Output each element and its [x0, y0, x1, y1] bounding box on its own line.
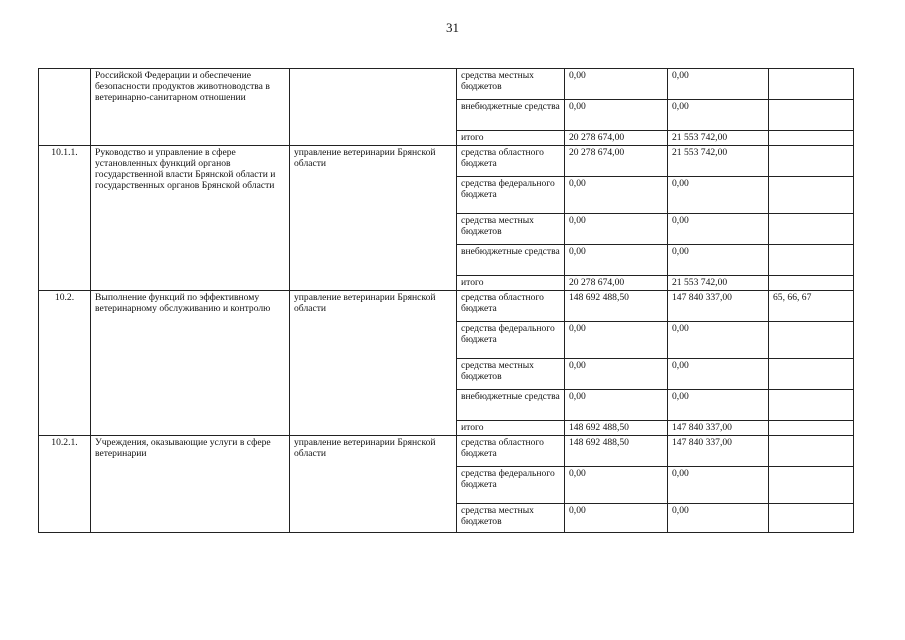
amount-year-2: 147 840 337,00: [668, 421, 769, 436]
amount-year-2: 21 553 742,00: [668, 146, 769, 177]
amount-year-1: 0,00: [565, 504, 668, 533]
amount-year-1: 0,00: [565, 100, 668, 131]
indicator-cell: [769, 177, 854, 214]
indicator-cell: [769, 245, 854, 276]
amount-year-2: 0,00: [668, 467, 769, 504]
amount-year-2: 0,00: [668, 322, 769, 359]
section-number: [39, 69, 91, 146]
funding-source: средства местных бюджетов: [457, 504, 565, 533]
amount-year-1: 148 692 488,50: [565, 291, 668, 322]
budget-table: [38, 68, 854, 533]
funding-source: средства местных бюджетов: [457, 214, 565, 245]
amount-year-2: 0,00: [668, 504, 769, 533]
indicator-cell: [769, 322, 854, 359]
amount-year-2: 147 840 337,00: [668, 436, 769, 467]
amount-year-1: 0,00: [565, 467, 668, 504]
amount-year-2: 21 553 742,00: [668, 131, 769, 146]
indicator-cell: [769, 100, 854, 131]
funding-source: итого: [457, 131, 565, 146]
section-name: Российской Федерации и обеспечение безопасности продуктов животноводства в ветеринарно-санитарном отношении: [91, 69, 290, 146]
amount-year-1: 20 278 674,00: [565, 131, 668, 146]
funding-source: средства федерального бюджета: [457, 177, 565, 214]
section-name: Выполнение функций по эффективному ветеринарному обслуживанию и контролю: [91, 291, 290, 436]
funding-source: внебюджетные средства: [457, 390, 565, 421]
indicator-cell: [769, 467, 854, 504]
amount-year-1: 148 692 488,50: [565, 421, 668, 436]
amount-year-2: 0,00: [668, 177, 769, 214]
indicator-cell: [769, 359, 854, 390]
indicator-cell: [769, 131, 854, 146]
section-name: Руководство и управление в сфере установленных функций органов государственной власти Брянской области и государственных органов Брянской области: [91, 146, 290, 291]
section-executor: управление ветеринарии Брянской области: [290, 436, 457, 533]
amount-year-2: 0,00: [668, 390, 769, 421]
funding-source: итого: [457, 421, 565, 436]
amount-year-2: 0,00: [668, 100, 769, 131]
section-number: 10.2.1.: [39, 436, 91, 533]
section-number: 10.2.: [39, 291, 91, 436]
section-executor: управление ветеринарии Брянской области: [290, 291, 457, 436]
amount-year-1: 0,00: [565, 390, 668, 421]
funding-source: средства местных бюджетов: [457, 69, 565, 100]
funding-source: средства областного бюджета: [457, 436, 565, 467]
funding-source: внебюджетные средства: [457, 100, 565, 131]
table-row: [39, 291, 854, 322]
section-name: Учреждения, оказывающие услуги в сфере ветеринарии: [91, 436, 290, 533]
amount-year-2: 147 840 337,00: [668, 291, 769, 322]
table-row: [39, 146, 854, 177]
indicator-cell: [769, 504, 854, 533]
amount-year-2: 0,00: [668, 245, 769, 276]
amount-year-1: 0,00: [565, 359, 668, 390]
indicator-cell: [769, 436, 854, 467]
table-row: [39, 69, 854, 100]
funding-source: средства областного бюджета: [457, 291, 565, 322]
indicator-cell: [769, 146, 854, 177]
section-executor: [290, 69, 457, 146]
section-number: 10.1.1.: [39, 146, 91, 291]
indicator-cell: [769, 214, 854, 245]
funding-source: средства местных бюджетов: [457, 359, 565, 390]
amount-year-1: 0,00: [565, 322, 668, 359]
amount-year-1: 0,00: [565, 177, 668, 214]
indicator-cell: [769, 421, 854, 436]
amount-year-2: 0,00: [668, 214, 769, 245]
page-number: 31: [446, 20, 459, 35]
amount-year-1: 20 278 674,00: [565, 146, 668, 177]
amount-year-1: 148 692 488,50: [565, 436, 668, 467]
funding-source: внебюджетные средства: [457, 245, 565, 276]
funding-source: итого: [457, 276, 565, 291]
amount-year-2: 0,00: [668, 69, 769, 100]
amount-year-1: 20 278 674,00: [565, 276, 668, 291]
indicator-cell: [769, 390, 854, 421]
indicator-cell: [769, 69, 854, 100]
amount-year-1: 0,00: [565, 214, 668, 245]
section-executor: управление ветеринарии Брянской области: [290, 146, 457, 291]
amount-year-1: 0,00: [565, 69, 668, 100]
amount-year-2: 21 553 742,00: [668, 276, 769, 291]
funding-source: средства федерального бюджета: [457, 322, 565, 359]
funding-source: средства областного бюджета: [457, 146, 565, 177]
indicator-cell: [769, 276, 854, 291]
funding-source: средства федерального бюджета: [457, 467, 565, 504]
amount-year-1: 0,00: [565, 245, 668, 276]
amount-year-2: 0,00: [668, 359, 769, 390]
indicator-cell: 65, 66, 67: [769, 291, 854, 322]
table-row: [39, 436, 854, 467]
